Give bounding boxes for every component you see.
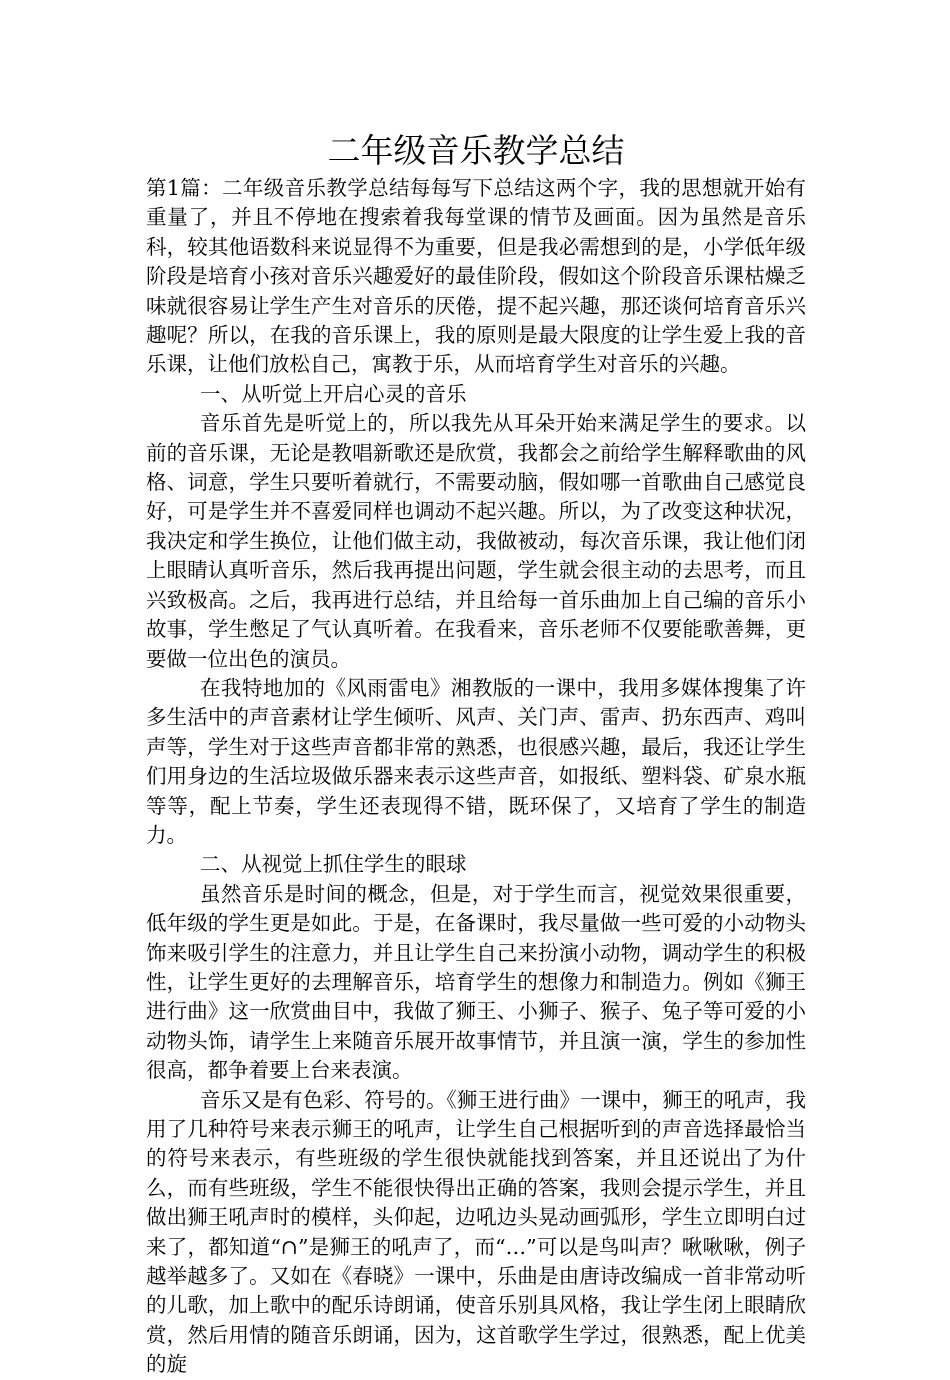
paragraph-hearing: 音乐首先是听觉上的，所以我先从耳朵开始来满足学生的要求。以前的音乐课，无论是教唱新歌还是欣赏，我都会之前给学生解释歌曲的风格、词意，学生只要听着就行，不需要动脑，假如哪一首歌曲自己感觉良好，可是学生并不喜爱同样也调动不起兴趣。所以，为了改变这种状况，我决定和学生换位，让他们做主动，我做被动，每次音乐课，我让他们闭上眼睛认真听音乐，然后我再提出问题，学生就会很主动的去思考，而且兴致极高。之后，我再进行总结，并且给每一首乐曲加上自己编的音乐小故事，学生憋足了气认真听着。在我看来，音乐老师不仅要能歌善舞，更要做一位出色的演员。 [146, 411, 806, 671]
section-heading-vision: 二、从视觉上抓住学生的眼球 [200, 852, 467, 877]
paragraph-wind-rain-lesson: 在我特地加的《风雨雷电》湘教版的一课中，我用多媒体搜集了许多生活中的声音素材让学生倾听、风声、关门声、雷声、扔东西声、鸡叫声等，学生对于这些声音都非常的熟悉，也很感兴趣，最后，我还让学生们用身边的生活垃圾做乐器来表示这些声音，如报纸、塑料袋、矿泉水瓶等等，配上节奏，学生还表现得不错，既环保了，又培育了学生的制造力。 [146, 675, 806, 847]
document-title: 二年级音乐教学总结 [327, 131, 625, 170]
paragraph-color-symbols: 音乐又是有色彩、符号的。《狮王进行曲》一课中，狮王的吼声，我用了几种符号来表示狮王的吼声，让学生自己根据听到的声音选择最恰当的符号来表示，有些班级的学生很快就能找到答案，并且还说出了为什么，而有些班级，学生不能很快得出正确的答案，我则会提示学生，并且做出狮王吼声时的模样，头仰起，边吼边头晃动画弧形，学生立即明白过来了，都知道“∩”是狮王的吼声了，而“…”可以是鸟叫声？啾啾啾，例子越举越多了。又如在《春晓》一课中，乐曲是由唐诗改编成一首非常动听的儿歌，加上歌中的配乐诗朗诵，使音乐别具风格，我让学生闭上眼睛欣赏，然后用情的随音乐朗诵，因为，这首歌学生学过，很熟悉，配上优美的旋 [146, 1087, 806, 1377]
document-body [146, 174, 806, 1380]
paragraph-vision: 虽然音乐是时间的概念，但是，对于学生而言，视觉效果很重要，低年级的学生更是如此。于是，在备课时，我尽量做一些可爱的小动物头饰来吸引学生的注意力，并且让学生自己来扮演小动物，调动学生的积极性，让学生更好的去理解音乐，培育学生的想像力和制造力。例如《狮王进行曲》这一欣赏曲目中，我做了狮王、小狮子、猴子、兔子等可爱的小动物头饰，请学生上来随音乐展开故事情节，并且演一演，学生的参加性很高，都争着要上台来表演。 [146, 881, 806, 1083]
paragraph-intro: 第1篇：二年级音乐教学总结每每写下总结这两个字，我的思想就开始有重量了，并且不停地在搜索着我每堂课的情节及画面。因为虽然是音乐科，较其他语数科来说显得不为重要，但是我必需想到的是，小学低年级阶段是培育小孩对音乐兴趣爱好的最佳阶段，假如这个阶段音乐课枯燥乏味就很容易让学生产生对音乐的厌倦，提不起兴趣，那还谈何培育音乐兴趣呢？所以，在我的音乐课上，我的原则是最大限度的让学生爱上我的音乐课，让他们放松自己，寓教于乐，从而培育学生对音乐的兴趣。 [146, 176, 806, 377]
section-heading-hearing: 一、从听觉上开启心灵的音乐 [200, 381, 467, 406]
